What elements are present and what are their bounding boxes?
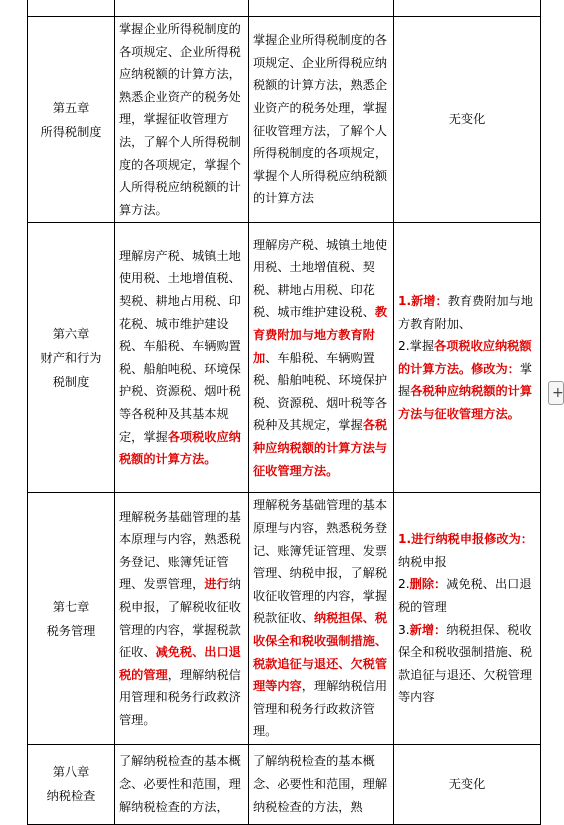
cell-text: 、车船税、车辆购置税、船舶吨税、环境保护税、资源税、烟叶税等各税种及其规定，掌握 [253, 350, 388, 433]
table-row-chapter-5 [28, 17, 541, 223]
chapter-title-cell [28, 744, 115, 824]
new-requirement-cell [249, 493, 394, 745]
cell-text: 掌握 [398, 361, 533, 399]
cell-text: 2. [398, 577, 410, 592]
chapter-title-line: 第七章 [52, 599, 90, 614]
chapter-title-cell [28, 223, 115, 493]
cell-text: 纳税申报，了解税收征收管理的内容，掌握税款征收、 [119, 577, 241, 660]
highlight-text: 教育费附加与地方教育附加 [253, 305, 388, 365]
table-row-chapter-8 [28, 744, 541, 824]
cell-text: 掌握企业所得税制度的各项规定、企业所得税应纳税额的计算方法，熟悉企业资产的税务处理，掌握征收管理方法，了解个人所得税制度的各项规定，掌握个人所得税应纳税额的计算方法。 [119, 22, 241, 217]
old-requirement-cell [115, 493, 249, 745]
table-row-chapter-6 [28, 223, 541, 493]
cell-text: 纳税申报 [398, 554, 447, 569]
chapter-title-line: 第八章 [52, 765, 90, 780]
top-cell-3 [249, 0, 394, 17]
change-description-cell [394, 493, 541, 745]
top-cell-2 [115, 0, 249, 17]
cell-text: 了解纳税检查的基本概念、必要性和范围，理解纳税检查的方法， [119, 754, 241, 814]
cell-text: 纳税担保、税收保全和税收强制措施、税款追征与退还、欠税管理等内容 [398, 622, 533, 705]
chapter-title-line: 第五章 [52, 100, 90, 115]
highlight-text: 进行 [204, 577, 229, 592]
chapter-title-cell [28, 17, 115, 223]
chapter-title-line: 财产和行为 [40, 350, 102, 365]
chapter-title-line: 税制度 [52, 374, 90, 389]
change-description-cell [394, 744, 541, 824]
syllabus-comparison-table [27, 0, 541, 825]
cell-text: 无变化 [448, 112, 486, 127]
cell-text: 理解税务基础管理的基本原理与内容，熟悉税务登记、账簿凭证管理、发票管理、纳税申报，了解税收征收管理的内容，掌握税款征收、 [253, 498, 388, 626]
highlight-text: 各项税收应纳税额的计算方法。修改为： [398, 339, 532, 376]
highlight-text: 纳税担保、税收保全和税收强制措施、税款追征与退还、欠税管理等内容 [253, 611, 388, 694]
cell-text: 了解纳税检查的基本概念、必要性和范围，理解纳税检查的方法，熟 [253, 754, 388, 814]
highlight-text: 各税种应纳税额的计算方法与征收管理方法。 [398, 384, 533, 422]
new-requirement-cell [249, 223, 394, 493]
highlight-text: 删除： [409, 577, 447, 592]
highlight-text: 各项税收应纳税额的计算方法。 [119, 429, 241, 467]
cell-text: 理解房产税、城镇土地使用税、土地增值税、契税、耕地占用税、印花税、城市维护建设税、车船税、车辆购置税、船舶吨税、环境保护税、资源税、烟叶税等各税种及其基本规定，掌握 [119, 248, 241, 444]
table-row-chapter-7 [28, 493, 541, 745]
change-description-cell [394, 223, 541, 493]
cell-text: 掌握企业所得税制度的各项规定、企业所得税应纳税额的计算方法，熟悉企业资产的税务处理，掌握征收管理方法，了解个人所得税制度的各项规定，掌握个人所得税应纳税额的计算方法 [253, 33, 388, 206]
chapter-title-line: 税务管理 [46, 623, 96, 638]
cell-text: 2.掌握 [398, 339, 435, 354]
old-requirement-cell [115, 223, 249, 493]
cell-text: 教育费附加与地方教育附加、 [398, 294, 533, 331]
table-row-partial-top [28, 0, 541, 17]
new-requirement-cell [249, 744, 394, 824]
highlight-text: 1.进行纳税申报 [398, 532, 485, 547]
change-description-cell [394, 17, 541, 223]
top-cell-1 [28, 0, 115, 17]
chapter-title-line: 第六章 [52, 326, 90, 341]
cell-text: 理解房产税、城镇土地使用税、土地增值税、契税、耕地占用税、印花税、城市维护建设税、 [253, 237, 388, 320]
cell-text: 无变化 [448, 777, 486, 792]
chapter-title-line: 纳税检查 [46, 789, 96, 804]
old-requirement-cell [115, 17, 249, 223]
cell-text: 理解税务基础管理的基本原理与内容，熟悉税务登记、账簿凭证管理、发票管理， [119, 509, 241, 592]
cell-text: 3. [398, 622, 410, 637]
old-requirement-cell [115, 744, 249, 824]
plus-icon: + [552, 385, 564, 401]
chapter-title-line: 所得税制度 [40, 124, 102, 139]
cell-text: ，理解纳税信用管理和税务行政救济管理。 [119, 667, 241, 727]
new-requirement-cell [249, 17, 394, 223]
highlight-text: 修改为： [484, 532, 533, 547]
highlight-text: 各税种应纳税额的计算方法与征收管理方法。 [253, 418, 388, 478]
chapter-title-cell [28, 493, 115, 745]
cell-text: 减免税、出口退税的管理 [398, 577, 532, 615]
highlight-text: 1.新增： [398, 294, 448, 309]
cell-text: ，理解纳税信用管理和税务行政救济管理。 [253, 679, 388, 739]
expand-side-button[interactable] [548, 381, 564, 405]
top-cell-4 [394, 0, 541, 17]
highlight-text: 减免税、出口退税的管理 [119, 645, 241, 682]
highlight-text: 新增： [409, 622, 447, 637]
